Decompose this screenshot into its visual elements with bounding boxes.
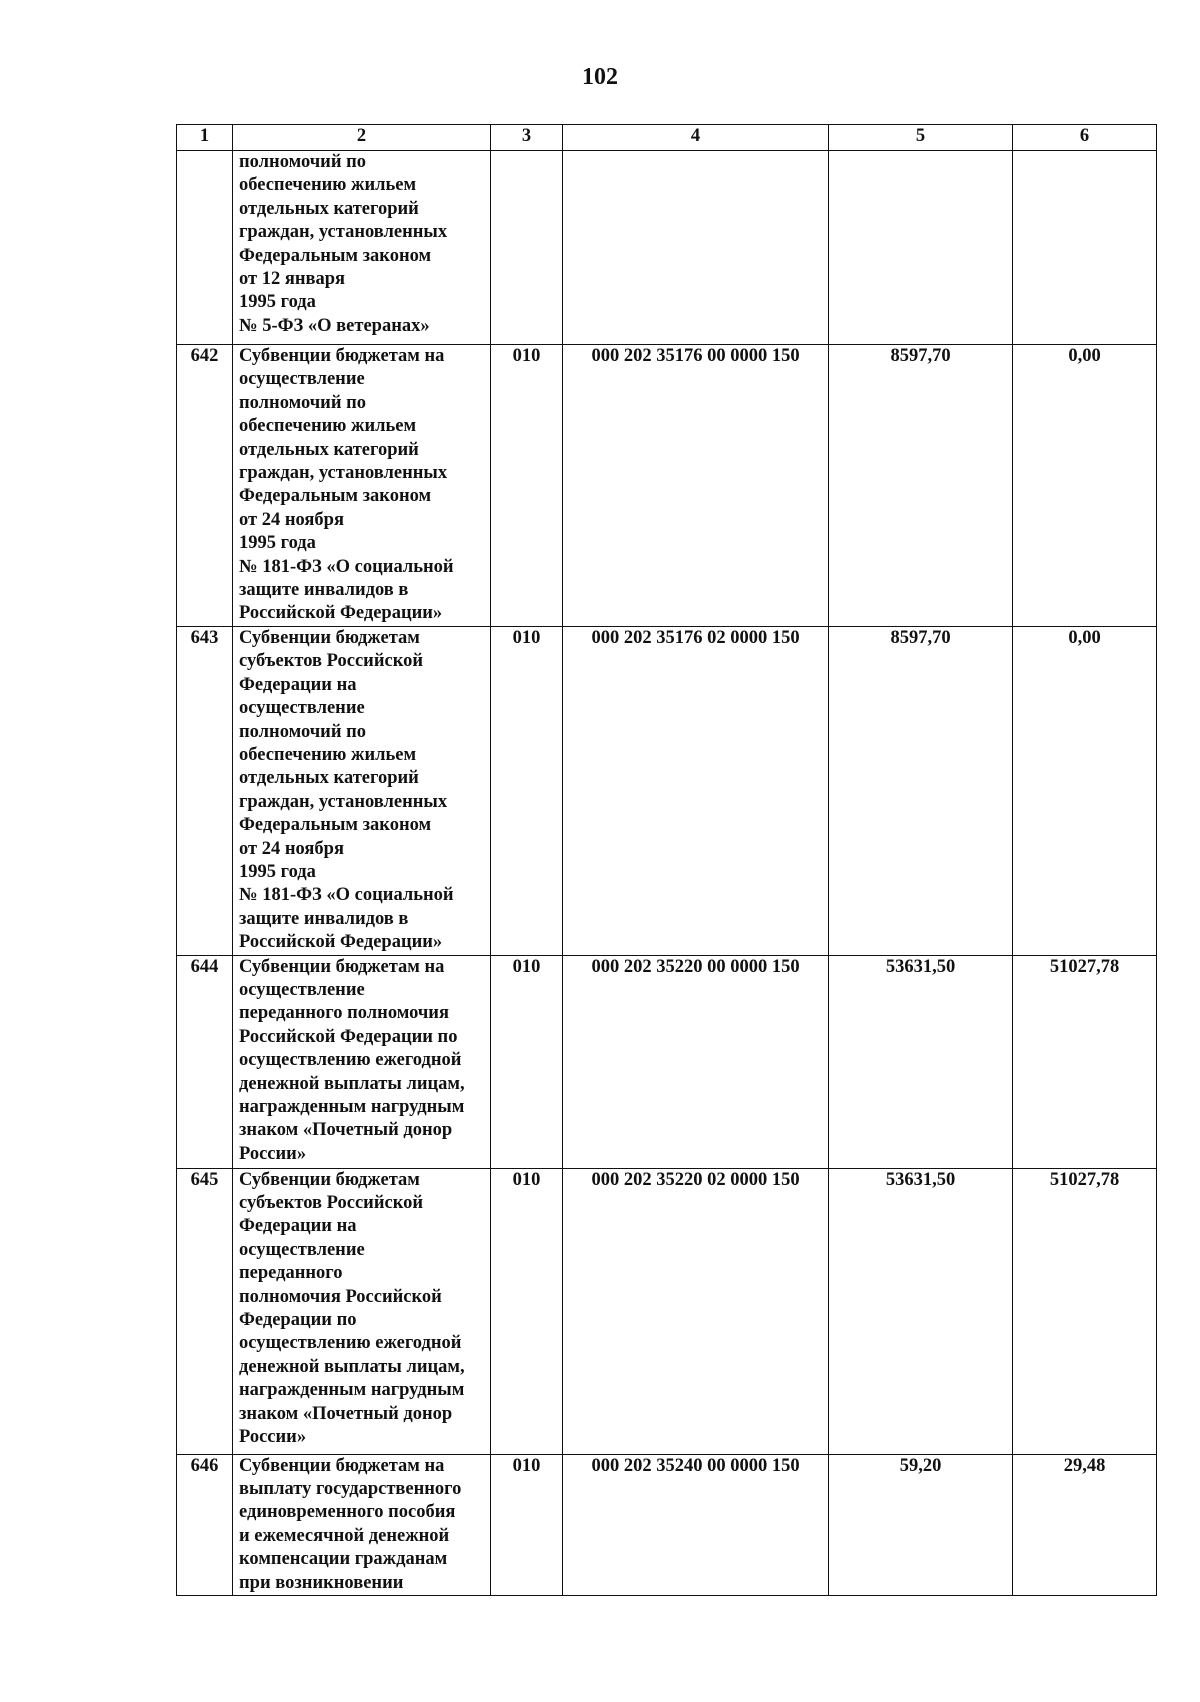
row-admin-code: 010 — [491, 1454, 563, 1595]
row-number — [177, 151, 233, 345]
row-name-line: защите инвалидов в — [239, 580, 409, 601]
row-name — [233, 1168, 491, 1454]
row-name-line: № 181-ФЗ «О социальной — [239, 556, 454, 577]
row-number: 644 — [177, 955, 233, 1168]
row-name-line: граждан, установленных — [239, 791, 448, 812]
table-body — [177, 151, 1157, 1596]
row-number: 646 — [177, 1454, 233, 1595]
page-number: 102 — [582, 64, 618, 90]
row-name-line: осуществлению ежегодной — [239, 1050, 462, 1071]
row-value-actual: 51027,78 — [1013, 1168, 1157, 1454]
row-name-line: от 24 ноября — [239, 509, 344, 530]
table-row — [177, 151, 1157, 345]
row-name-line: субъектов Российской — [239, 651, 424, 672]
row-name-line: обеспечению жильем — [239, 175, 417, 196]
row-name-line: Субвенции бюджетам на — [239, 956, 445, 977]
row-budget-code — [563, 151, 829, 345]
row-name-line: Федеральным законом — [239, 486, 432, 507]
row-name-line: награжденным нагрудным — [239, 1380, 465, 1401]
row-name-line: обеспечению жильем — [239, 416, 417, 437]
row-name — [233, 955, 491, 1168]
header-col-1: 1 — [177, 125, 233, 151]
row-value-planned — [829, 151, 1013, 345]
row-name-line: Субвенции бюджетам на — [239, 346, 445, 366]
row-admin-code — [491, 151, 563, 345]
row-name-line: компенсации гражданам — [239, 1549, 448, 1570]
row-name-line: полномочия Российской — [239, 1286, 442, 1307]
table-row — [177, 955, 1157, 1168]
row-value-actual — [1013, 151, 1157, 345]
header-row — [177, 125, 1157, 151]
row-number: 643 — [177, 626, 233, 955]
row-name-line: переданного — [239, 1263, 343, 1284]
row-name-line: 1995 года — [239, 292, 316, 313]
row-budget-code: 000 202 35240 00 0000 150 — [563, 1454, 829, 1595]
table-header — [177, 125, 1157, 151]
table-row — [177, 626, 1157, 955]
row-name-line: от 24 ноября — [239, 838, 344, 859]
row-name-line: защите инвалидов в — [239, 908, 409, 929]
row-budget-code: 000 202 35176 00 0000 150 — [563, 345, 829, 627]
header-col-3: 3 — [491, 125, 563, 151]
row-name-line: Субвенции бюджетам — [239, 1169, 420, 1190]
row-name-line: Российской Федерации» — [239, 603, 443, 624]
row-name-line: отдельных категорий — [239, 439, 419, 460]
row-name — [233, 151, 491, 345]
row-name-line: переданного полномочия — [239, 1003, 449, 1024]
row-name-line: Федеральным законом — [239, 815, 432, 836]
header-col-5: 5 — [829, 125, 1013, 151]
row-name-line: и ежемесячной денежной — [239, 1525, 450, 1546]
row-name-line: единовременного пособия — [239, 1502, 456, 1523]
row-name-line: России» — [239, 1143, 307, 1164]
row-name-line: Федеральным законом — [239, 245, 432, 266]
table-row — [177, 345, 1157, 627]
budget-table — [176, 124, 1157, 1596]
row-budget-code: 000 202 35220 00 0000 150 — [563, 955, 829, 1168]
row-name — [233, 345, 491, 627]
row-value-planned: 8597,70 — [829, 626, 1013, 955]
row-name-line: № 5-ФЗ «О ветеранах» — [239, 315, 430, 336]
row-value-planned: 53631,50 — [829, 1168, 1013, 1454]
row-name-line: Федерации на — [239, 674, 357, 695]
row-name — [233, 626, 491, 955]
row-name-line: денежной выплаты лицам, — [239, 1356, 465, 1377]
row-name-line: обеспечению жильем — [239, 744, 417, 765]
row-value-actual: 0,00 — [1013, 345, 1157, 627]
header-col-4: 4 — [563, 125, 829, 151]
row-name-line: осуществление — [239, 698, 365, 719]
row-value-planned: 59,20 — [829, 1454, 1013, 1595]
row-number: 642 — [177, 345, 233, 627]
table-row — [177, 1454, 1157, 1595]
row-name-line: граждан, установленных — [239, 222, 448, 243]
row-name-line: Субвенции бюджетам — [239, 627, 420, 648]
row-name-line: субъектов Российской — [239, 1192, 424, 1213]
row-name-line: награжденным нагрудным — [239, 1097, 465, 1117]
row-name-line: осуществление — [239, 1239, 365, 1260]
row-name-line: Российской Федерации» — [239, 932, 443, 953]
row-admin-code: 010 — [491, 955, 563, 1168]
row-name-line: России» — [239, 1427, 307, 1448]
row-number: 645 — [177, 1168, 233, 1454]
row-admin-code: 010 — [491, 626, 563, 955]
row-name — [233, 1454, 491, 1595]
table-row — [177, 1168, 1157, 1454]
row-name-line: отдельных категорий — [239, 768, 419, 789]
row-name-line: граждан, установленных — [239, 463, 448, 484]
row-name-line: осуществлению ежегодной — [239, 1333, 462, 1354]
row-name-line: знаком «Почетный донор — [239, 1403, 453, 1424]
row-name-line: Федерации на — [239, 1216, 357, 1237]
row-name-line: денежной выплаты лицам, — [239, 1073, 465, 1094]
row-admin-code: 010 — [491, 345, 563, 627]
row-name-line: осуществление — [239, 979, 365, 1000]
row-name-line: 1995 года — [239, 861, 316, 882]
row-value-actual: 51027,78 — [1013, 955, 1157, 1168]
row-name-line: 1995 года — [239, 533, 316, 554]
row-name-line: отдельных категорий — [239, 198, 419, 219]
row-value-planned: 8597,70 — [829, 345, 1013, 627]
row-name-line: полномочий по — [239, 392, 367, 413]
row-budget-code: 000 202 35220 02 0000 150 — [563, 1168, 829, 1454]
row-name-line: Федерации по — [239, 1310, 357, 1330]
row-budget-code: 000 202 35176 02 0000 150 — [563, 626, 829, 955]
row-name-line: знаком «Почетный донор — [239, 1120, 453, 1141]
row-name-line: Российской Федерации по — [239, 1026, 458, 1047]
row-name-line: Субвенции бюджетам на — [239, 1455, 445, 1476]
row-name-line: № 181-ФЗ «О социальной — [239, 885, 454, 906]
header-col-6: 6 — [1013, 125, 1157, 151]
header-col-2: 2 — [233, 125, 491, 151]
row-name-line: выплату государственного — [239, 1478, 462, 1499]
row-value-planned: 53631,50 — [829, 955, 1013, 1168]
row-name-line: осуществление — [239, 369, 365, 390]
row-name-line: полномочий по — [239, 152, 367, 172]
row-name-line: при возникновении — [239, 1572, 404, 1593]
row-admin-code: 010 — [491, 1168, 563, 1454]
row-value-actual: 0,00 — [1013, 626, 1157, 955]
row-value-actual: 29,48 — [1013, 1454, 1157, 1595]
row-name-line: от 12 января — [239, 269, 346, 290]
row-name-line: полномочий по — [239, 721, 367, 742]
